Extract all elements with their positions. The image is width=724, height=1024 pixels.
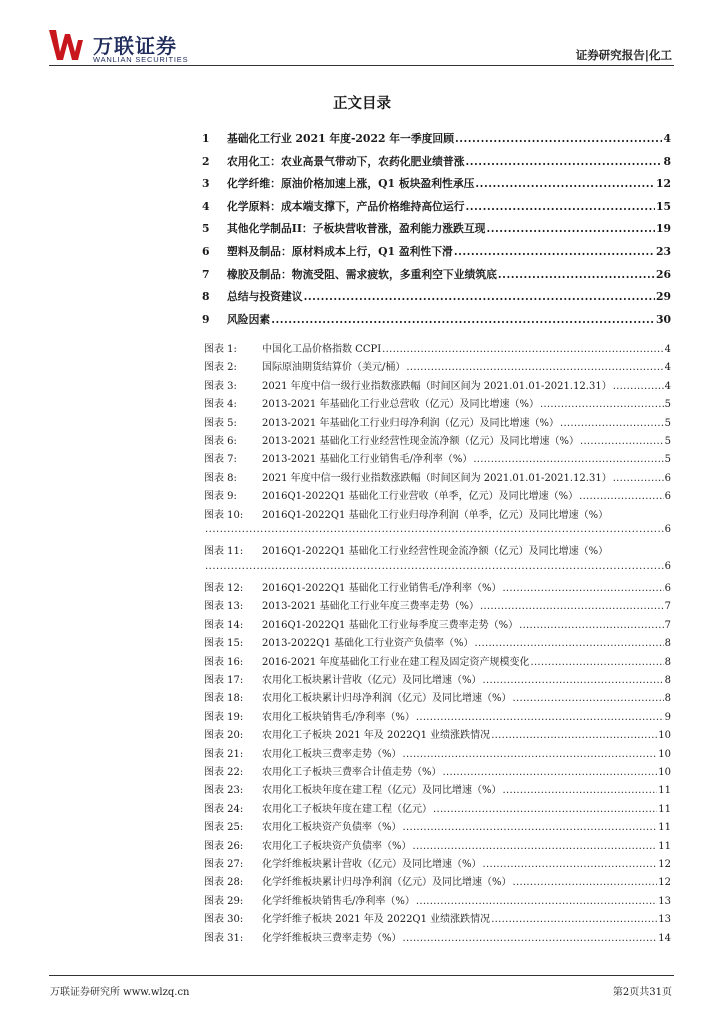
figure-label: 图表 17: bbox=[204, 675, 244, 687]
wanlian-logo-icon bbox=[49, 28, 85, 62]
dot-leader bbox=[403, 822, 658, 833]
dot-leader bbox=[403, 933, 658, 944]
figure-label: 图表 31: bbox=[204, 932, 244, 944]
figure-label: 图表 28: bbox=[204, 877, 244, 889]
figure-label: 图表 29: bbox=[204, 895, 244, 907]
toc-entry[interactable] bbox=[202, 244, 671, 267]
figure-entry-continued bbox=[204, 524, 671, 542]
figure-entry[interactable] bbox=[204, 616, 671, 634]
toc-number: 4 bbox=[202, 199, 210, 213]
figure-label: 图表 2: bbox=[204, 362, 237, 374]
figure-page-number: 5 bbox=[664, 417, 671, 429]
figure-title: 2016Q1-2022Q1 基础化工行业归母净利润（单季，亿元）及同比增速（%） bbox=[262, 509, 609, 521]
figure-entry[interactable] bbox=[204, 800, 671, 818]
toc-title: 塑料及制品：原材料成本上行，Q1 盈利性下滑 bbox=[227, 244, 453, 258]
dot-leader bbox=[304, 290, 655, 303]
footer-source: 万联证券研究所 www.wlzq.cn bbox=[50, 987, 190, 998]
dot-leader bbox=[513, 877, 658, 888]
figure-entry[interactable] bbox=[204, 469, 671, 487]
figure-page-number: 6 bbox=[664, 472, 671, 484]
toc-number: 3 bbox=[202, 177, 210, 191]
figure-page-number: 7 bbox=[664, 601, 671, 613]
dot-leader bbox=[513, 693, 664, 704]
figure-title: 2021 年度中信一级行业指数涨跌幅（时间区间为 2021.01.01-2021.12.31） bbox=[262, 472, 612, 484]
figure-label: 图表 12: bbox=[204, 583, 244, 595]
figure-entry[interactable] bbox=[204, 855, 671, 873]
toc-entry[interactable] bbox=[202, 176, 671, 199]
dot-leader bbox=[443, 767, 658, 778]
dot-leader bbox=[491, 914, 657, 925]
figure-page-number: 4 bbox=[664, 344, 671, 355]
figure-title: 国际原油期货结算价（美元/桶） bbox=[262, 362, 406, 374]
figure-page-number: 10 bbox=[658, 730, 671, 742]
figure-title: 化学纤维子板块 2021 年及 2022Q1 业绩涨跌情况 bbox=[262, 914, 491, 926]
table-of-contents bbox=[202, 131, 671, 334]
figure-title: 农用化工板块累计营收（亿元）及同比增速（%） bbox=[262, 675, 482, 687]
figure-label: 图表 20: bbox=[204, 730, 244, 742]
figure-page-number: 14 bbox=[658, 932, 671, 944]
figure-label: 图表 24: bbox=[204, 803, 244, 815]
figure-label: 图表 15: bbox=[204, 638, 244, 650]
figure-entry[interactable] bbox=[204, 837, 671, 855]
figure-title: 2013-2021 年基础化工行业归母净利润（亿元）及同比增速（%） bbox=[262, 417, 559, 429]
dot-leader bbox=[613, 381, 664, 392]
figure-page-number: 6 bbox=[664, 560, 671, 572]
dot-leader bbox=[503, 785, 658, 796]
dot-leader bbox=[406, 362, 663, 373]
figure-label: 图表 8: bbox=[204, 472, 237, 484]
dot-leader bbox=[480, 601, 664, 612]
figure-page-number: 10 bbox=[658, 748, 671, 760]
figure-label: 图表 10: bbox=[204, 509, 244, 521]
toc-entry[interactable] bbox=[202, 289, 671, 312]
figure-page-number: 4 bbox=[664, 380, 671, 392]
figure-entry[interactable] bbox=[204, 763, 671, 781]
dot-leader bbox=[205, 524, 664, 535]
dot-leader bbox=[502, 583, 663, 594]
figure-page-number: 12 bbox=[658, 877, 671, 889]
figure-page-number: 11 bbox=[658, 822, 671, 834]
footer-divider bbox=[49, 975, 674, 976]
figure-entry[interactable] bbox=[204, 653, 671, 671]
figure-label: 图表 9: bbox=[204, 491, 237, 503]
toc-title: 总结与投资建议 bbox=[227, 290, 303, 304]
figure-page-number: 10 bbox=[658, 766, 671, 778]
toc-number: 2 bbox=[202, 154, 210, 168]
figure-entry[interactable] bbox=[204, 506, 671, 524]
toc-title: 橡胶及制品：物流受阻、需求疲软，多重利空下业绩筑底 bbox=[227, 267, 497, 281]
toc-page-number: 4 bbox=[663, 132, 671, 145]
report-type: 证券研究报告|化工 bbox=[575, 48, 672, 62]
logo-english-name: WANLIAN SECURITIES bbox=[93, 55, 189, 64]
dot-leader bbox=[613, 473, 664, 484]
figure-label: 图表 16: bbox=[204, 656, 244, 668]
toc-number: 1 bbox=[202, 132, 210, 145]
figure-entry[interactable] bbox=[204, 597, 671, 615]
dot-leader bbox=[580, 436, 664, 447]
dot-leader bbox=[483, 675, 664, 686]
figure-title: 2016Q1-2022Q1 基础化工行业销售毛/净利率（%） bbox=[262, 583, 502, 595]
figure-page-number: 8 bbox=[664, 638, 671, 650]
toc-page-number: 26 bbox=[655, 267, 671, 281]
figure-entry-continued bbox=[204, 561, 671, 579]
toc-number: 7 bbox=[202, 267, 210, 281]
toc-entry[interactable] bbox=[202, 221, 671, 244]
dot-leader bbox=[403, 749, 658, 760]
toc-title: 基础化工行业 2021 年度-2022 年一季度回顾 bbox=[227, 132, 455, 145]
figure-title: 中国化工品价格指数 CCPI bbox=[262, 344, 382, 355]
figure-page-number: 5 bbox=[664, 435, 671, 447]
toc-number: 6 bbox=[202, 244, 210, 258]
figure-page-number: 5 bbox=[664, 454, 671, 466]
figure-title: 2016Q1-2022Q1 基础化工行业营收（单季，亿元）及同比增速（%） bbox=[262, 491, 579, 503]
toc-page-number: 23 bbox=[655, 244, 671, 258]
figure-label: 图表 23: bbox=[204, 785, 244, 797]
figure-page-number: 6 bbox=[664, 583, 671, 595]
dot-leader bbox=[530, 657, 663, 668]
figure-title: 2013-2021 年基础化工行业总营收（亿元）及同比增速（%） bbox=[262, 399, 539, 411]
toc-title: 风险因素 bbox=[227, 312, 271, 326]
figure-title: 化学纤维板块三费率走势（%） bbox=[262, 932, 402, 944]
figure-page-number: 6 bbox=[664, 491, 671, 503]
figure-title: 2016Q1-2022Q1 基础化工行业经营性现金流净额（亿元）及同比增速（%） bbox=[262, 546, 609, 558]
figure-entry[interactable] bbox=[204, 414, 671, 432]
figure-entry[interactable] bbox=[204, 579, 671, 597]
figure-title: 2013-2021 基础化工行业销售毛/净利率（%） bbox=[262, 454, 473, 466]
figure-label: 图表 4: bbox=[204, 399, 237, 411]
figure-title: 2021 年度中信一级行业指数涨跌幅（时间区间为 2021.01.01-2021.12.31） bbox=[262, 380, 612, 392]
figure-label: 图表 27: bbox=[204, 858, 244, 870]
figure-entry[interactable] bbox=[204, 487, 671, 505]
figure-title: 农用化工子板块资产负债率（%） bbox=[262, 840, 412, 852]
toc-title: 化学纤维：原油价格加速上涨，Q1 板块盈利性承压 bbox=[227, 177, 475, 191]
figure-title: 农用化工板块资产负债率（%） bbox=[262, 822, 402, 834]
toc-entry[interactable] bbox=[202, 312, 671, 335]
figure-title: 2013-2021 基础化工行业经营性现金流净额（亿元）及同比增速（%） bbox=[262, 435, 579, 447]
toc-number: 5 bbox=[202, 222, 210, 236]
figure-page-number: 11 bbox=[658, 840, 671, 852]
figure-page-number: 8 bbox=[664, 675, 671, 687]
figure-label: 图表 5: bbox=[204, 417, 237, 429]
figure-page-number: 8 bbox=[664, 693, 671, 705]
figure-title: 化学纤维板块销售毛/净利率（%） bbox=[262, 895, 415, 907]
figure-label: 图表 6: bbox=[204, 435, 237, 447]
dot-leader bbox=[433, 804, 657, 815]
figure-title: 农用化工子板块年度在建工程（亿元） bbox=[262, 803, 432, 815]
figure-title: 2013-2021 基础化工行业年度三费率走势（%） bbox=[262, 601, 479, 613]
figure-entry[interactable] bbox=[204, 818, 671, 836]
figure-title: 农用化工子板块 2021 年及 2022Q1 业绩涨跌情况 bbox=[262, 730, 491, 742]
figure-page-number: 8 bbox=[664, 656, 671, 668]
toc-entry[interactable] bbox=[202, 199, 671, 222]
figure-label: 图表 1: bbox=[204, 344, 237, 355]
toc-page-number: 19 bbox=[655, 222, 671, 236]
figure-label: 图表 14: bbox=[204, 619, 244, 631]
toc-number: 9 bbox=[202, 312, 210, 326]
toc-title: 农用化工：农业高景气带动下，农药化肥业绩普涨 bbox=[227, 154, 465, 168]
figure-title: 2013-2022Q1 基础化工行业资产负债率（%） bbox=[262, 638, 474, 650]
dot-leader bbox=[416, 712, 664, 723]
figure-entry[interactable] bbox=[204, 781, 671, 799]
toc-entry[interactable] bbox=[202, 154, 671, 177]
figure-label: 图表 3: bbox=[204, 380, 237, 392]
figure-entry[interactable] bbox=[204, 910, 671, 928]
toc-page-number: 30 bbox=[655, 312, 671, 326]
figure-label: 图表 26: bbox=[204, 840, 244, 852]
figure-entry[interactable] bbox=[204, 726, 671, 744]
figure-entry[interactable] bbox=[204, 634, 671, 652]
figure-entry[interactable] bbox=[204, 873, 671, 891]
figure-label: 图表 25: bbox=[204, 822, 244, 834]
toc-page-number: 15 bbox=[655, 199, 671, 213]
figure-entry[interactable] bbox=[204, 358, 671, 376]
figure-page-number: 5 bbox=[664, 399, 671, 411]
figure-page-number: 11 bbox=[658, 803, 671, 815]
figure-entry[interactable] bbox=[204, 450, 671, 468]
figure-entry[interactable] bbox=[204, 689, 671, 707]
figure-label: 图表 21: bbox=[204, 748, 244, 760]
page-number: 第2页共31页 bbox=[612, 987, 672, 998]
toc-entry[interactable] bbox=[202, 131, 671, 154]
dot-leader bbox=[473, 454, 663, 465]
logo-chinese-name: 万联证券 bbox=[93, 34, 177, 58]
dot-leader bbox=[205, 561, 664, 572]
dot-leader bbox=[382, 344, 663, 355]
figure-label: 图表 11: bbox=[204, 546, 244, 558]
figure-entry[interactable] bbox=[204, 340, 671, 358]
figure-label: 图表 18: bbox=[204, 693, 244, 705]
dot-leader bbox=[271, 313, 655, 326]
figure-entry[interactable] bbox=[204, 432, 671, 450]
figure-title: 2016-2021 年度基础化工行业在建工程及固定资产规模变化 bbox=[262, 656, 530, 668]
toc-title: 其他化学制品II：子板块营收普涨，盈利能力涨跌互现 bbox=[227, 222, 486, 236]
dot-leader bbox=[498, 268, 655, 281]
figure-label: 图表 7: bbox=[204, 454, 237, 466]
header-divider bbox=[49, 65, 674, 66]
dot-leader bbox=[466, 155, 663, 168]
figure-label: 图表 30: bbox=[204, 914, 244, 926]
company-logo bbox=[49, 28, 219, 68]
toc-entry[interactable] bbox=[202, 267, 671, 290]
toc-number: 8 bbox=[202, 290, 210, 304]
figure-page-number: 6 bbox=[664, 523, 671, 535]
figure-title: 农用化工子板块三费率合计值走势（%） bbox=[262, 766, 442, 778]
dot-leader bbox=[483, 859, 658, 870]
figure-entry[interactable] bbox=[204, 708, 671, 726]
toc-page-number: 12 bbox=[655, 177, 671, 191]
figure-entry[interactable] bbox=[204, 671, 671, 689]
page-title: 正文目录 bbox=[333, 96, 391, 112]
figure-page-number: 4 bbox=[664, 362, 671, 374]
figure-page-number: 13 bbox=[658, 895, 671, 907]
figure-entry[interactable] bbox=[204, 377, 671, 395]
figure-title: 农用化工板块累计归母净利润（亿元）及同比增速（%） bbox=[262, 693, 512, 705]
dot-leader bbox=[416, 896, 657, 907]
figure-page-number: 13 bbox=[658, 914, 671, 926]
figure-page-number: 7 bbox=[664, 619, 671, 631]
dot-leader bbox=[519, 620, 664, 631]
figure-page-number: 11 bbox=[658, 785, 671, 797]
figure-entry[interactable] bbox=[204, 745, 671, 763]
dot-leader bbox=[475, 177, 655, 190]
figure-page-number: 12 bbox=[658, 858, 671, 870]
dot-leader bbox=[486, 222, 655, 235]
dot-leader bbox=[579, 491, 664, 502]
dot-leader bbox=[491, 730, 657, 741]
dot-leader bbox=[413, 841, 658, 852]
figure-title: 2016Q1-2022Q1 基础化工行业每季度三费率走势（%） bbox=[262, 619, 519, 631]
figure-title: 农用化工板块销售毛/净利率（%） bbox=[262, 711, 415, 723]
figure-title: 农用化工板块三费率走势（%） bbox=[262, 748, 402, 760]
figure-title: 农用化工板块年度在建工程（亿元）及同比增速（%） bbox=[262, 785, 502, 797]
toc-title: 化学原料：成本端支撑下，产品价格维持高位运行 bbox=[227, 199, 465, 213]
dot-leader bbox=[475, 638, 664, 649]
figure-label: 图表 13: bbox=[204, 601, 244, 613]
dot-leader bbox=[455, 132, 662, 145]
figure-entry[interactable] bbox=[204, 542, 671, 560]
figure-entry[interactable] bbox=[204, 892, 671, 910]
figure-title: 化学纤维板块累计营收（亿元）及同比增速（%） bbox=[262, 858, 482, 870]
dot-leader bbox=[466, 200, 655, 213]
figure-entry[interactable] bbox=[204, 929, 671, 947]
toc-page-number: 29 bbox=[655, 290, 671, 304]
figure-list bbox=[204, 340, 671, 947]
toc-page-number: 8 bbox=[663, 154, 671, 168]
figure-page-number: 9 bbox=[664, 711, 671, 723]
figure-entry[interactable] bbox=[204, 395, 671, 413]
figure-label: 图表 22: bbox=[204, 766, 244, 778]
dot-leader bbox=[560, 418, 664, 429]
dot-leader bbox=[454, 245, 655, 258]
dot-leader bbox=[540, 399, 664, 410]
figure-title: 化学纤维板块累计归母净利润（亿元）及同比增速（%） bbox=[262, 877, 512, 889]
figure-label: 图表 19: bbox=[204, 711, 244, 723]
